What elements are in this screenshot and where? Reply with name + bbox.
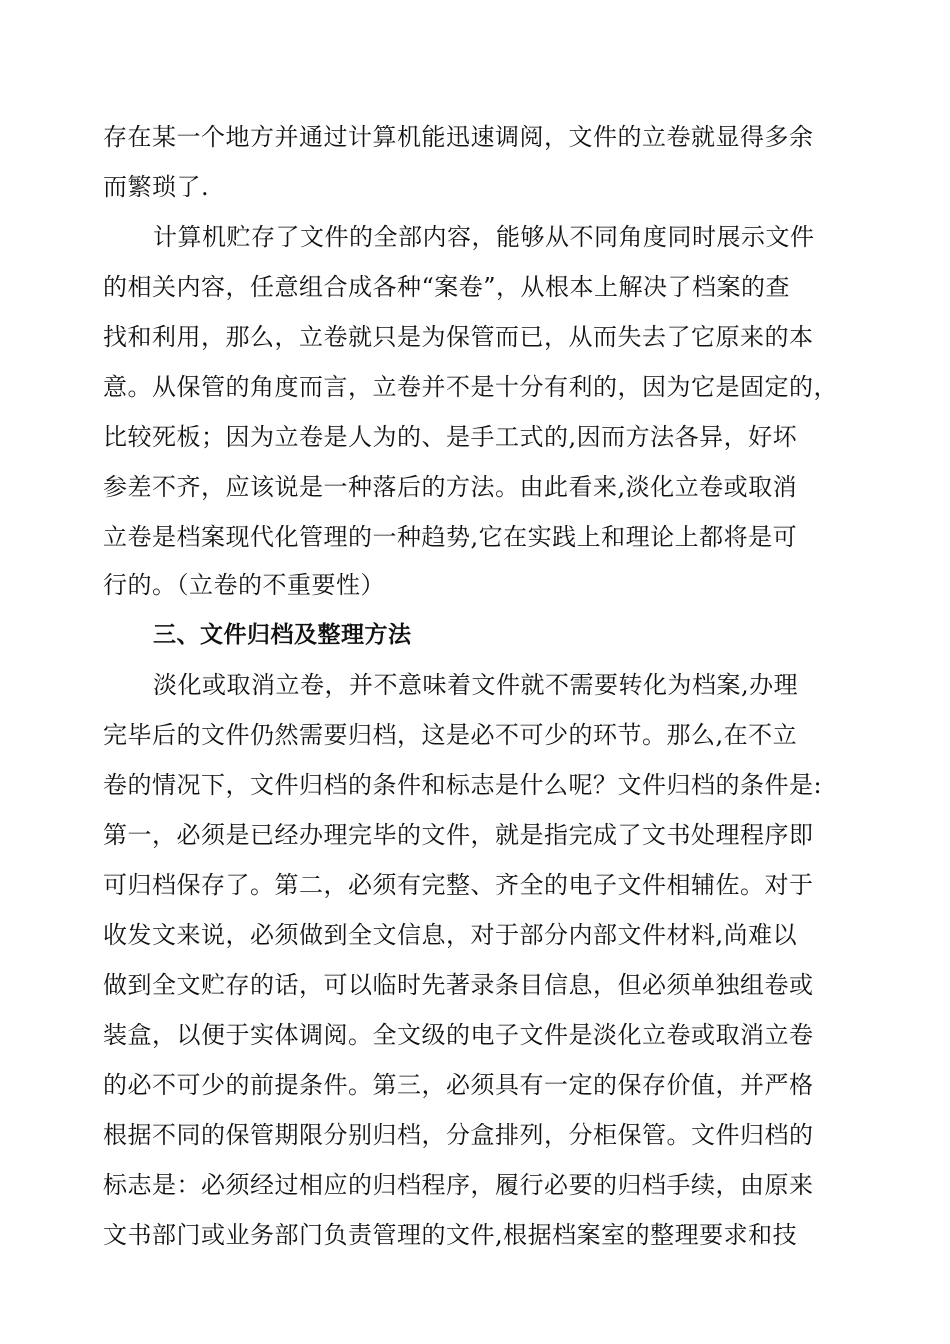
text-line-9: 立卷是档案现代化管理的一种趋势,它在实践上和理论上都将是可 — [103, 523, 798, 551]
text-line-2: 而繁琐了. — [103, 173, 210, 201]
text-line-21: 根据不同的保管期限分别归档，分盒排列，分柜保管。文件归档的 — [103, 1121, 814, 1149]
text-line-3: 计算机贮存了文件的全部内容，能够从不同角度同时展示文件 — [153, 223, 815, 251]
text-line-5: 找和利用，那么，立卷就只是为保管而已，从而失去了它原来的本 — [103, 323, 814, 351]
text-line-14: 卷的情况下，文件归档的条件和标志是什么呢？文件归档的条件是: — [103, 771, 823, 799]
text-line-23: 文书部门或业务部门负责管理的文件,根据档案室的整理要求和技 — [103, 1221, 798, 1249]
section-heading: 三、文件归档及整理方法 — [153, 622, 412, 648]
text-line-18: 做到全文贮存的话，可以临时先著录条目信息，但必须单独组卷或 — [103, 971, 814, 999]
text-line-16: 可归档保存了。第二，必须有完整、齐全的电子文件相辅佐。对于 — [103, 871, 814, 899]
text-line-20: 的必不可少的前提条件。第三，必须具有一定的保存价值，并严格 — [103, 1071, 814, 1099]
text-line-13: 完毕后的文件仍然需要归档，这是必不可少的环节。那么,在不立 — [103, 721, 798, 749]
text-line-6: 意。从保管的角度而言，立卷并不是十分有利的，因为它是固定的， — [103, 373, 838, 401]
text-line-15: 第一，必须是已经办理完毕的文件，就是指完成了文书处理程序即 — [103, 821, 814, 849]
text-line-4: 的相关内容，任意组合成各种“案卷”，从根本上解决了档案的查 — [103, 273, 791, 301]
text-line-22: 标志是：必须经过相应的归档程序，履行必要的归档手续，由原来 — [103, 1171, 814, 1199]
text-line-8: 参差不齐，应该说是一种落后的方法。由此看来,淡化立卷或取消 — [103, 473, 798, 501]
text-line-7: 比较死板；因为立卷是人为的、是手工式的,因而方法各异，好坏 — [103, 423, 798, 451]
text-line-1: 存在某一个地方并通过计算机能迅速调阅，文件的立卷就显得多余 — [103, 123, 814, 151]
text-line-17: 收发文来说，必须做到全文信息，对于部分内部文件材料,尚难以 — [103, 921, 798, 949]
text-line-19: 装盒，以便于实体调阅。全文级的电子文件是淡化立卷或取消立卷 — [103, 1021, 814, 1049]
text-line-12: 淡化或取消立卷，并不意味着文件就不需要转化为档案,办理 — [153, 671, 799, 699]
text-line-10: 行的。（立卷的不重要性） — [103, 571, 385, 599]
